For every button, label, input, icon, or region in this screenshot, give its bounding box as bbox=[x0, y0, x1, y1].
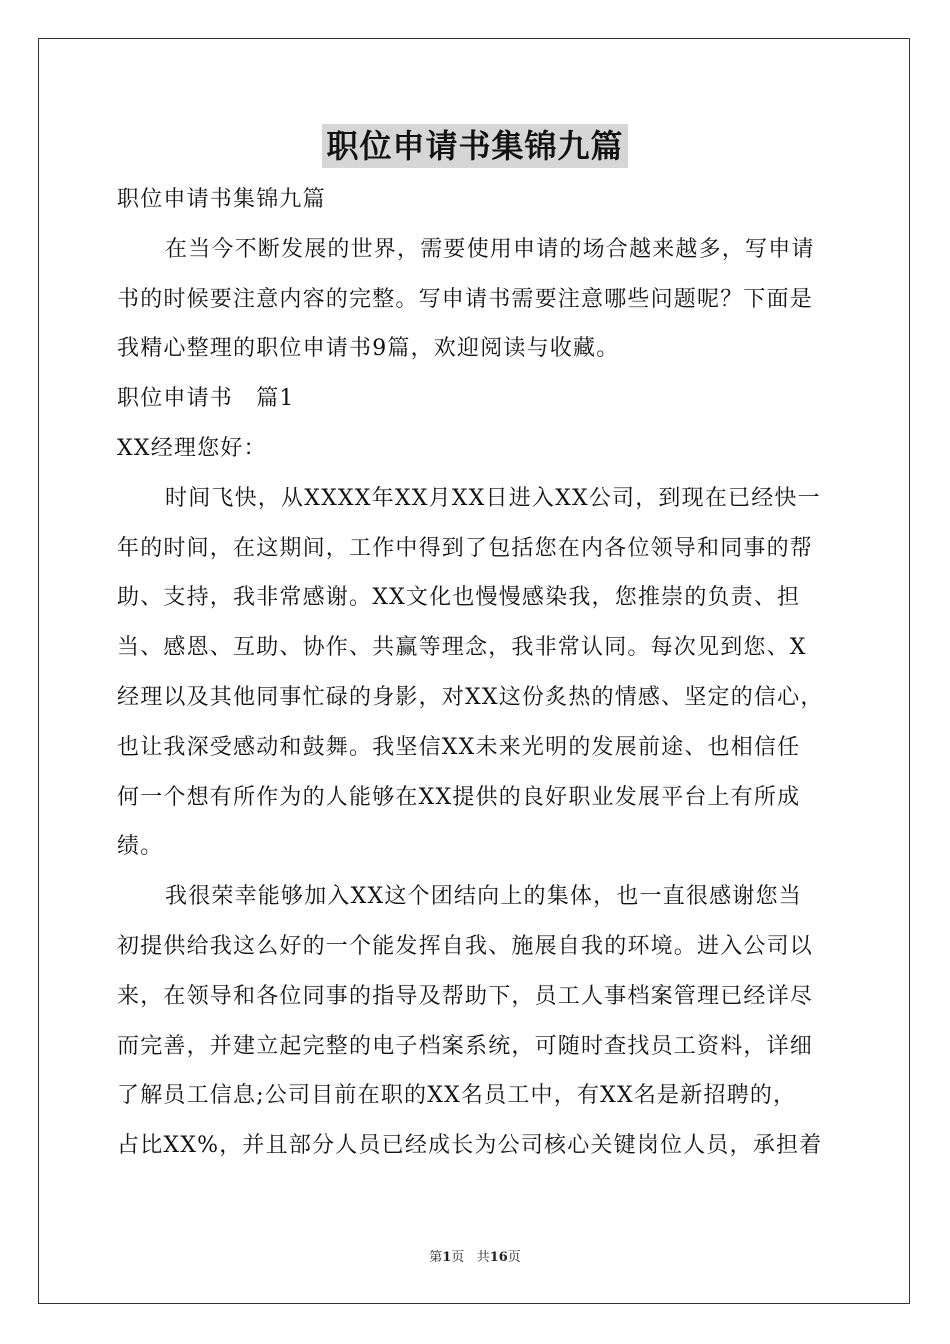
text-line: 助、支持，我非常感谢。XX文化也慢慢感染我，您推崇的负责、担 bbox=[117, 585, 801, 611]
text-line: 职位申请书集锦九篇 bbox=[117, 187, 326, 212]
text-line: 而完善，并建立起完整的电子档案系统，可随时查找员工资料，详细 bbox=[117, 1033, 814, 1059]
footer-page-number: 1 bbox=[442, 1250, 452, 1265]
text-line: 书的时候要注意内容的完整。写申请书需要注意哪些问题呢？下面是 bbox=[117, 286, 814, 312]
text-line: XX经理您好： bbox=[117, 435, 267, 461]
text-line: 占比XX%，并且部分人员已经成长为公司核心关键岗位人员，承担着 bbox=[117, 1133, 823, 1159]
document-title-container bbox=[0, 124, 950, 168]
footer-total-prefix: 共 bbox=[476, 1250, 490, 1265]
text-line: 来，在领导和各位同事的指导及帮助下，员工人事档案管理已经详尽 bbox=[117, 983, 814, 1009]
document-body bbox=[117, 175, 835, 1171]
footer-page-prefix: 第 bbox=[429, 1250, 443, 1265]
footer-total-suffix: 页 bbox=[507, 1250, 521, 1265]
text-line: 经理以及其他同事忙碌的身影，对XX这份炙热的情感、坚定的信心， bbox=[117, 684, 824, 710]
text-line: 初提供给我这么好的一个能发挥自我、施展自我的环境。进入公司以 bbox=[117, 933, 814, 959]
page-footer bbox=[0, 1246, 950, 1265]
text-line: 我精心整理的职位申请书9篇，欢迎阅读与收藏。 bbox=[117, 336, 620, 362]
text-line: 也让我深受感动和鼓舞。我坚信XX未来光明的发展前途、也相信任 bbox=[117, 734, 801, 760]
text-line: 何一个想有所作为的人能够在XX提供的良好职业发展平台上有所成 bbox=[117, 784, 801, 810]
text-line: 我很荣幸能够加入XX这个团结向上的集体，也一直很感谢您当 bbox=[165, 884, 802, 910]
text-line: 时间飞快，从XXXX年XX月XX日进入XX公司，到现在已经快一 bbox=[165, 485, 821, 511]
text-line: 在当今不断发展的世界，需要使用申请的场合越来越多，写申请 bbox=[165, 236, 815, 262]
text-line: 当、感恩、互助、协作、共赢等理念，我非常认同。每次见到您、X bbox=[117, 635, 807, 661]
text-line: 年的时间，在这期间，工作中得到了包括您在内各位领导和同事的帮 bbox=[117, 535, 814, 561]
document-title: 职位申请书集锦九篇 bbox=[322, 124, 627, 168]
text-line: 了解员工信息;公司目前在职的XX名员工中，有XX名是新招聘的， bbox=[117, 1083, 797, 1109]
footer-total-pages: 16 bbox=[489, 1250, 508, 1265]
footer-page-suffix: 页 bbox=[451, 1250, 465, 1265]
text-line: 绩。 bbox=[117, 834, 164, 860]
text-line: 职位申请书 篇1 bbox=[117, 386, 295, 412]
